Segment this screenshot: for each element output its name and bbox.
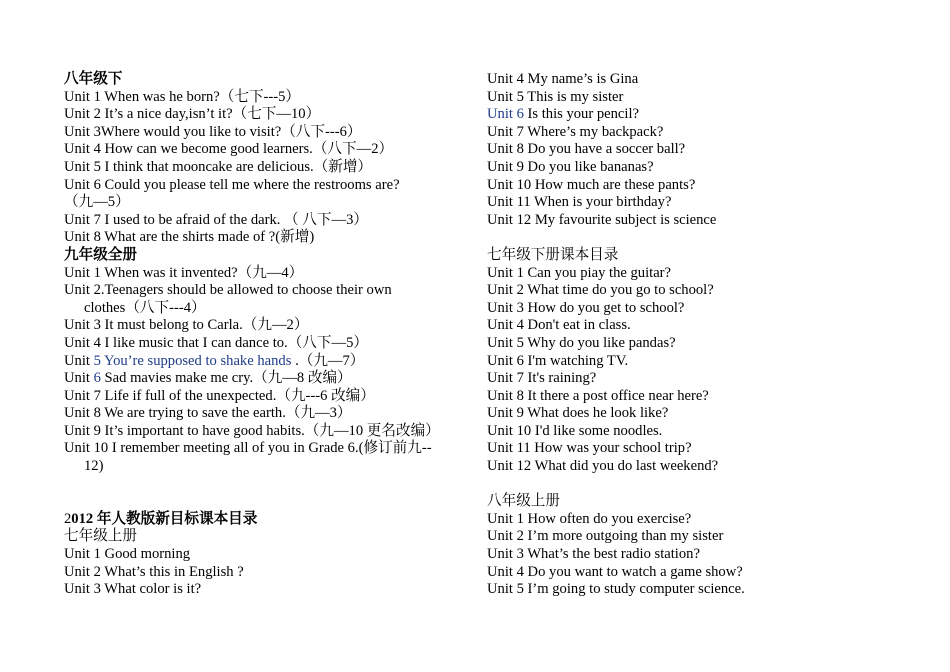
section-heading-edition2012 [64, 511, 469, 529]
unit-entry: Unit 8 What are the shirts made of ?(新增) [64, 229, 315, 246]
unit-entry: Unit 8 It there a post office near here? [487, 387, 709, 404]
unit-entry: Unit 10 How much are these pants? [487, 176, 696, 193]
unit-entry: Unit 7 I used to be afraid of the dark. （ 八下—3） [64, 211, 368, 228]
unit-entry: Unit 2 What time do you go to school? [487, 282, 714, 299]
unit-entry: Unit 12 What did you do last weekend? [487, 458, 719, 475]
section-heading-grade7-down: 七年级下册课本目录 [487, 246, 619, 263]
unit-entry-continuation: 12) [84, 458, 104, 475]
heading-rest: 012 年人教版新目标课本目录 [71, 510, 258, 527]
unit-suffix: Is this your pencil? [523, 106, 639, 123]
unit-entry: Unit 7 It's raining? [487, 370, 597, 387]
unit-entry: Unit 8 Do you have a soccer ball? [487, 141, 686, 158]
unit-entry: Unit 1 When was it invented?（九—4） [64, 264, 304, 281]
unit-entry: Unit 7 Life if full of the unexpected.（九---6 改编） [64, 387, 375, 404]
unit-entry: Unit 4 I like music that I can dance to.（八下—5） [64, 334, 368, 351]
unit-entry: Unit 5 Why do you like pandas? [487, 334, 676, 351]
unit-entry-unit6 [487, 106, 907, 124]
unit-entry: Unit 5 This is my sister [487, 88, 624, 105]
spacer [487, 229, 907, 247]
unit-entry: Unit 3 What’s the best radio station? [487, 546, 700, 563]
unit-entry: Unit 2 It’s a nice day,isn’t it?（七下—10） [64, 106, 321, 123]
unit-entry: Unit 1 How often do you exercise? [487, 510, 692, 527]
spacer [487, 476, 907, 494]
unit-entry: Unit 3Where would you like to visit?（八下---6） [64, 123, 362, 140]
section-heading-grade8-up: 八年级上册 [487, 493, 560, 510]
unit-entry: Unit 3 It must belong to Carla.（九—2） [64, 317, 309, 334]
unit-entry: Unit 8 We are trying to save the earth.（九—3） [64, 405, 352, 422]
unit-entry: Unit 5 I think that mooncake are delicious.（新增） [64, 158, 373, 175]
unit-entry: Unit 10 I remember meeting all of you in Grade 6.(修订前九-- [64, 440, 432, 457]
unit-entry: Unit 9 Do you like bananas? [487, 158, 654, 175]
unit-entry: Unit 2 I’m more outgoing than my sister [487, 528, 724, 545]
unit-entry-continuation: clothes（八下---4） [84, 299, 206, 316]
unit-entry: Unit 11 When is your birthday? [487, 194, 672, 211]
left-column [64, 71, 469, 599]
unit-entry: Unit 9 What does he look like? [487, 405, 669, 422]
unit-entry: Unit 5 I’m going to study computer science. [487, 581, 745, 598]
unit-suffix: .（九—7） [291, 352, 365, 369]
unit-entry: Unit 11 How was your school trip? [487, 440, 692, 457]
unit-entry-unit6 [64, 370, 469, 388]
unit-entry-continuation: （九—5） [64, 194, 130, 211]
unit-entry-unit5 [64, 353, 469, 371]
unit-suffix: Sad mavies make me cry.（九—8 改编） [100, 370, 352, 387]
unit-entry: Unit 2.Teenagers should be allowed to choose their own [64, 282, 392, 299]
unit-entry: Unit 4 Do you want to watch a game show? [487, 563, 743, 580]
unit-blue-text: 6 [93, 370, 101, 387]
section-heading-grade9-full: 九年级全册 [64, 246, 137, 263]
heading-prefix: 2 [64, 510, 72, 527]
right-column [487, 71, 907, 599]
unit-entry: Unit 6 I'm watching TV. [487, 352, 629, 369]
section-heading-grade8-down: 八年级下 [64, 71, 123, 87]
unit-blue-text: 5 You’re supposed to shake hands [93, 352, 292, 369]
unit-entry: Unit 3 How do you get to school? [487, 299, 685, 316]
unit-entry: Unit 1 When was he born?（七下---5） [64, 88, 301, 105]
unit-entry: Unit 3 What color is it? [64, 581, 202, 598]
unit-entry: Unit 7 Where’s my backpack? [487, 123, 664, 140]
unit-entry: Unit 2 What’s this in English ? [64, 563, 244, 580]
unit-entry: Unit 10 I'd like some noodles. [487, 422, 663, 439]
unit-entry: Unit 1 Can you piay the guitar? [487, 264, 672, 281]
subheading-grade7-up: 七年级上册 [64, 528, 137, 545]
unit-entry: Unit 6 Could you please tell me where the restrooms are? [64, 176, 400, 193]
unit-entry: Unit 9 It’s important to have good habits.（九—10 更名改编） [64, 422, 440, 439]
spacer [64, 476, 469, 511]
unit-entry: Unit 1 Good morning [64, 546, 191, 563]
unit-prefix: Unit [64, 352, 94, 369]
unit-entry: Unit 12 My favourite subject is science [487, 211, 717, 228]
unit-prefix: Unit [64, 370, 94, 387]
unit-entry: Unit 4 My name’s is Gina [487, 71, 639, 87]
unit-entry: Unit 4 How can we become good learners.（八下—2） [64, 141, 394, 158]
unit-blue-text: Unit 6 [487, 106, 524, 123]
unit-entry: Unit 4 Don't eat in class. [487, 317, 631, 334]
